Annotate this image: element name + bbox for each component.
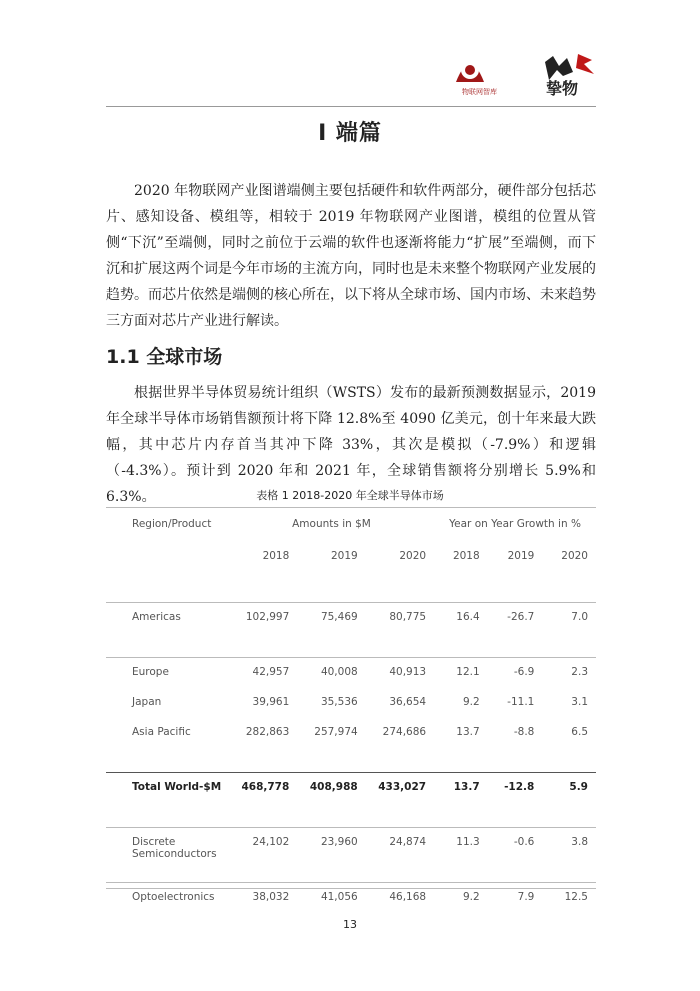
growth-cell: 5.9 xyxy=(542,773,596,828)
header-logos xyxy=(450,42,610,102)
growth-cell: 3.8 xyxy=(542,828,596,883)
svg-text:物联网智库: 物联网智库 xyxy=(462,88,497,96)
region-cell: Optoelectronics xyxy=(132,891,215,903)
region-cell: Total World-$M xyxy=(106,773,229,828)
page-number: 13 xyxy=(343,918,357,931)
semiconductor-market-table xyxy=(106,507,596,937)
growth-cell: 12.1 xyxy=(456,666,480,678)
value-cell: 41,056 xyxy=(320,891,358,903)
table-row xyxy=(106,658,596,689)
growth-cell: -6.9 xyxy=(513,666,535,678)
table-row xyxy=(106,688,596,718)
region-cell: Discrete Semiconductors xyxy=(106,828,229,883)
year-cell: 2019 xyxy=(488,544,543,603)
section-heading: 1.1 全球市场 xyxy=(106,346,223,368)
year-cell: 2020 xyxy=(542,544,596,603)
growth-cell: -0.6 xyxy=(488,828,543,883)
iot-think-tank-logo-icon xyxy=(450,42,610,102)
value-cell: 23,960 xyxy=(297,828,365,883)
value-cell: 40,913 xyxy=(389,666,427,678)
growth-cell: 3.1 xyxy=(571,696,588,708)
table-years-row xyxy=(106,544,596,603)
header-rule xyxy=(106,106,596,107)
growth-cell: 6.5 xyxy=(571,726,588,738)
table-row xyxy=(106,828,596,883)
table-bottom-rule xyxy=(106,888,596,889)
value-cell: 24,874 xyxy=(366,828,434,883)
region-cell: Asia Pacific xyxy=(132,726,191,738)
value-cell: 40,008 xyxy=(320,666,358,678)
market-paragraph: 根据世界半导体贸易统计组织（WSTS）发布的最新预测数据显示，2019 年全球半导体市场销售额预计将下降 12.8%至 4090 亿美元，创十年来最大跌幅，其中芯片内存首当其冲下降 33%，其次是模拟（-7.9%）和逻辑（-4.3%）。预计到 2020 年和 2021 年，全球销售额将分别增长 5.9%和 6.3%。 xyxy=(106,385,596,505)
growth-cell: 2.3 xyxy=(571,666,588,678)
growth-header: Year on Year Growth in % xyxy=(434,508,596,545)
year-cell: 2018 xyxy=(434,544,488,603)
value-cell: 257,974 xyxy=(314,726,358,738)
value-cell: 35,536 xyxy=(320,696,358,708)
growth-cell: 12.5 xyxy=(564,891,588,903)
region-cell: Japan xyxy=(132,696,162,708)
growth-cell: 16.4 xyxy=(434,603,488,658)
value-cell: 36,654 xyxy=(389,696,427,708)
growth-cell: 11.3 xyxy=(434,828,488,883)
growth-cell: -26.7 xyxy=(488,603,543,658)
value-cell: 39,961 xyxy=(252,696,290,708)
value-cell: 274,686 xyxy=(382,726,427,738)
table-row-total xyxy=(106,773,596,828)
chapter-title: I 端篇 xyxy=(318,121,382,146)
region-cell: Europe xyxy=(132,666,169,678)
growth-cell: 7.9 xyxy=(517,891,535,903)
value-cell: 24,102 xyxy=(229,828,297,883)
year-cell: 2018 xyxy=(229,544,297,603)
value-cell: 46,168 xyxy=(389,891,427,903)
year-cell: 2020 xyxy=(366,544,434,603)
value-cell: 42,957 xyxy=(252,666,290,678)
growth-cell: 9.2 xyxy=(462,696,480,708)
value-cell: 468,778 xyxy=(229,773,297,828)
region-header: Region/Product xyxy=(106,508,229,545)
amounts-header: Amounts in $M xyxy=(229,508,434,545)
table-header-row xyxy=(106,508,596,545)
intro-paragraph: 2020 年物联网产业图谱端侧主要包括硬件和软件两部分，硬件部分包括芯片、感知设备、模组等，相较于 2019 年物联网产业图谱，模组的位置从管侧“下沉”至端侧，同时之前位于云端的软件也逐渐将能力“扩展”至端侧，而下沉和扩展这两个词是今年市场的主流方向，同时也是未来整个物联网产业发展的趋势。而芯片依然是端侧的核心所在，以下将从全球市场、国内市场、未来趋势三方面对芯片产业进行解读。 xyxy=(106,183,596,329)
table-row xyxy=(106,603,596,658)
value-cell: 408,988 xyxy=(297,773,365,828)
value-cell: 80,775 xyxy=(366,603,434,658)
growth-cell: -11.1 xyxy=(507,696,535,708)
year-cell: 2019 xyxy=(297,544,365,603)
growth-cell: -8.8 xyxy=(513,726,535,738)
table-caption: 表格 1 2018-2020 年全球半导体市场 xyxy=(256,489,444,502)
growth-cell: 9.2 xyxy=(462,891,480,903)
region-cell: Americas xyxy=(106,603,229,658)
growth-cell: 13.7 xyxy=(456,726,480,738)
value-cell: 102,997 xyxy=(229,603,297,658)
value-cell: 75,469 xyxy=(297,603,365,658)
growth-cell: 7.0 xyxy=(542,603,596,658)
value-cell: 38,032 xyxy=(252,891,290,903)
value-cell: 282,863 xyxy=(245,726,290,738)
value-cell: 433,027 xyxy=(366,773,434,828)
growth-cell: -12.8 xyxy=(488,773,543,828)
svg-text:挚物: 挚物 xyxy=(546,79,579,98)
table-row xyxy=(106,718,596,773)
growth-cell: 13.7 xyxy=(434,773,488,828)
